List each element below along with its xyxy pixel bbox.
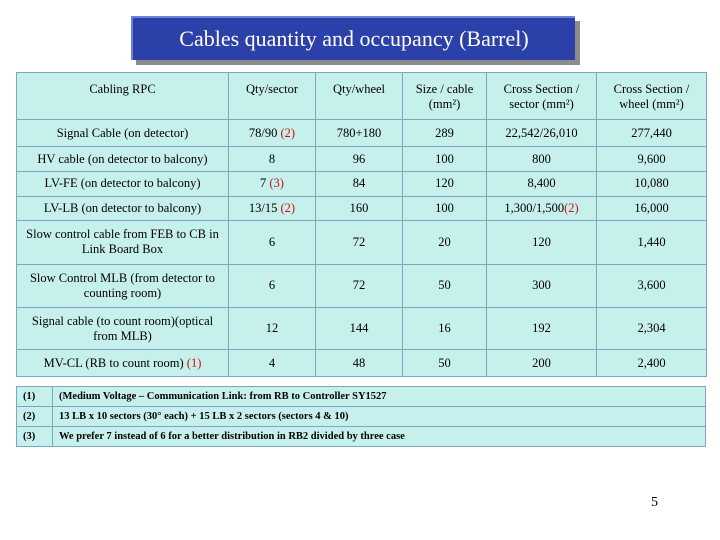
- cross-section-wheel: 3,600: [597, 264, 707, 307]
- cross-section-wheel: 1,440: [597, 221, 707, 264]
- cross-section-sector: 22,542/26,010: [505, 125, 578, 140]
- qty-sector: 7: [260, 176, 267, 191]
- size-per-cable: 50: [403, 264, 487, 307]
- size-per-cable: 100: [403, 147, 487, 172]
- page-number: 5: [651, 495, 658, 510]
- cs-sector-cell: [487, 196, 597, 221]
- cross-section-sector: 300: [532, 278, 551, 293]
- size-per-cable: 100: [403, 196, 487, 221]
- cross-section-wheel: 10,080: [597, 171, 707, 196]
- footnote-text: 13 LB x 10 sectors (30° each) + 15 LB x 2 sectors (sectors 4 & 10): [53, 407, 706, 427]
- table-row: [17, 147, 707, 172]
- qty-sector-cell: [229, 171, 316, 196]
- qty-sector: 78/90: [248, 125, 278, 140]
- qty-wheel: 84: [316, 171, 403, 196]
- qty-sector-cell: [229, 264, 316, 307]
- footnote-ref: (2): [280, 125, 296, 140]
- qty-sector-cell: [229, 221, 316, 264]
- table-row: [17, 307, 707, 349]
- qty-sector: 6: [268, 278, 276, 293]
- cable-name: MV-CL (RB to count room): [43, 355, 184, 370]
- qty-wheel: 160: [316, 196, 403, 221]
- size-per-cable: 16: [403, 307, 487, 349]
- qty-sector: 13/15: [248, 200, 278, 215]
- cs-sector-cell: [487, 264, 597, 307]
- cross-section-sector: 800: [532, 151, 551, 166]
- qty-sector-cell: [229, 147, 316, 172]
- qty-sector-cell: [229, 120, 316, 147]
- header-qty-wheel: Qty/wheel: [316, 73, 403, 120]
- cable-name: Signal Cable (on detector): [17, 120, 229, 147]
- cable-name: Slow control cable from FEB to CB in Link Board Box: [17, 221, 229, 264]
- table-row: [17, 350, 707, 377]
- footnote-number: (2): [17, 407, 53, 427]
- cs-sector-cell: [487, 171, 597, 196]
- table-row: [17, 221, 707, 264]
- footnote-number: (1): [17, 387, 53, 407]
- title-banner: [131, 16, 575, 60]
- cable-name: LV-FE (on detector to balcony): [17, 171, 229, 196]
- table-row: [17, 196, 707, 221]
- footnote-ref: (2): [564, 200, 579, 215]
- qty-wheel: 144: [316, 307, 403, 349]
- footnote-row: [17, 387, 706, 407]
- table-header-row: [17, 73, 707, 120]
- size-per-cable: 50: [403, 350, 487, 377]
- cross-section-wheel: 2,400: [597, 350, 707, 377]
- cross-section-wheel: 9,600: [597, 147, 707, 172]
- cross-section-wheel: 277,440: [597, 120, 707, 147]
- footnote-ref: (3): [269, 176, 284, 191]
- header-qty-sector: Qty/sector: [229, 73, 316, 120]
- table-row: [17, 171, 707, 196]
- table-row: [17, 264, 707, 307]
- footnote-row: [17, 407, 706, 427]
- qty-sector: 12: [265, 321, 279, 336]
- qty-sector-cell: [229, 196, 316, 221]
- cs-sector-cell: [487, 147, 597, 172]
- cross-section-sector: 1,300/1,500: [504, 200, 565, 215]
- qty-wheel: 96: [316, 147, 403, 172]
- footnotes-table: [16, 386, 706, 447]
- qty-sector-cell: [229, 307, 316, 349]
- size-per-cable: 289: [403, 120, 487, 147]
- header-cross-section-wheel: Cross Section / wheel (mm²): [597, 73, 707, 120]
- page-title: Cables quantity and occupancy (Barrel): [179, 26, 529, 51]
- qty-sector: 6: [268, 234, 276, 249]
- header-cabling-rpc: Cabling RPC: [17, 73, 229, 120]
- cs-sector-cell: [487, 350, 597, 377]
- qty-sector: 4: [268, 355, 276, 370]
- qty-sector-cell: [229, 350, 316, 377]
- cables-table: [16, 72, 707, 377]
- footnote-number: (3): [17, 427, 53, 447]
- qty-wheel: 780+180: [316, 120, 403, 147]
- cable-name-cell: [17, 350, 229, 377]
- header-size-cable: Size / cable (mm²): [403, 73, 487, 120]
- size-per-cable: 120: [403, 171, 487, 196]
- header-cross-section-sector: Cross Section / sector (mm²): [487, 73, 597, 120]
- size-per-cable: 20: [403, 221, 487, 264]
- qty-sector: 8: [268, 151, 276, 166]
- table-row: [17, 120, 707, 147]
- cable-name: Signal cable (to count room)(optical from MLB): [17, 307, 229, 349]
- cable-name: HV cable (on detector to balcony): [17, 147, 229, 172]
- cross-section-sector: 8,400: [527, 176, 556, 191]
- footnote-ref: (1): [186, 355, 202, 370]
- cs-sector-cell: [487, 307, 597, 349]
- cross-section-sector: 120: [532, 234, 551, 249]
- footnote-row: [17, 427, 706, 447]
- cable-name: Slow Control MLB (from detector to counting room): [17, 264, 229, 307]
- qty-wheel: 72: [316, 264, 403, 307]
- footnote-text: We prefer 7 instead of 6 for a better distribution in RB2 divided by three case: [53, 427, 706, 447]
- cs-sector-cell: [487, 221, 597, 264]
- cross-section-wheel: 16,000: [597, 196, 707, 221]
- cross-section-sector: 200: [532, 355, 551, 370]
- qty-wheel: 48: [316, 350, 403, 377]
- footnote-text: (Medium Voltage – Communication Link: from RB to Controller SY1527: [53, 387, 706, 407]
- footnote-ref: (2): [280, 200, 296, 215]
- qty-wheel: 72: [316, 221, 403, 264]
- cable-name: LV-LB (on detector to balcony): [17, 196, 229, 221]
- cross-section-wheel: 2,304: [597, 307, 707, 349]
- cs-sector-cell: [487, 120, 597, 147]
- cross-section-sector: 192: [532, 321, 551, 336]
